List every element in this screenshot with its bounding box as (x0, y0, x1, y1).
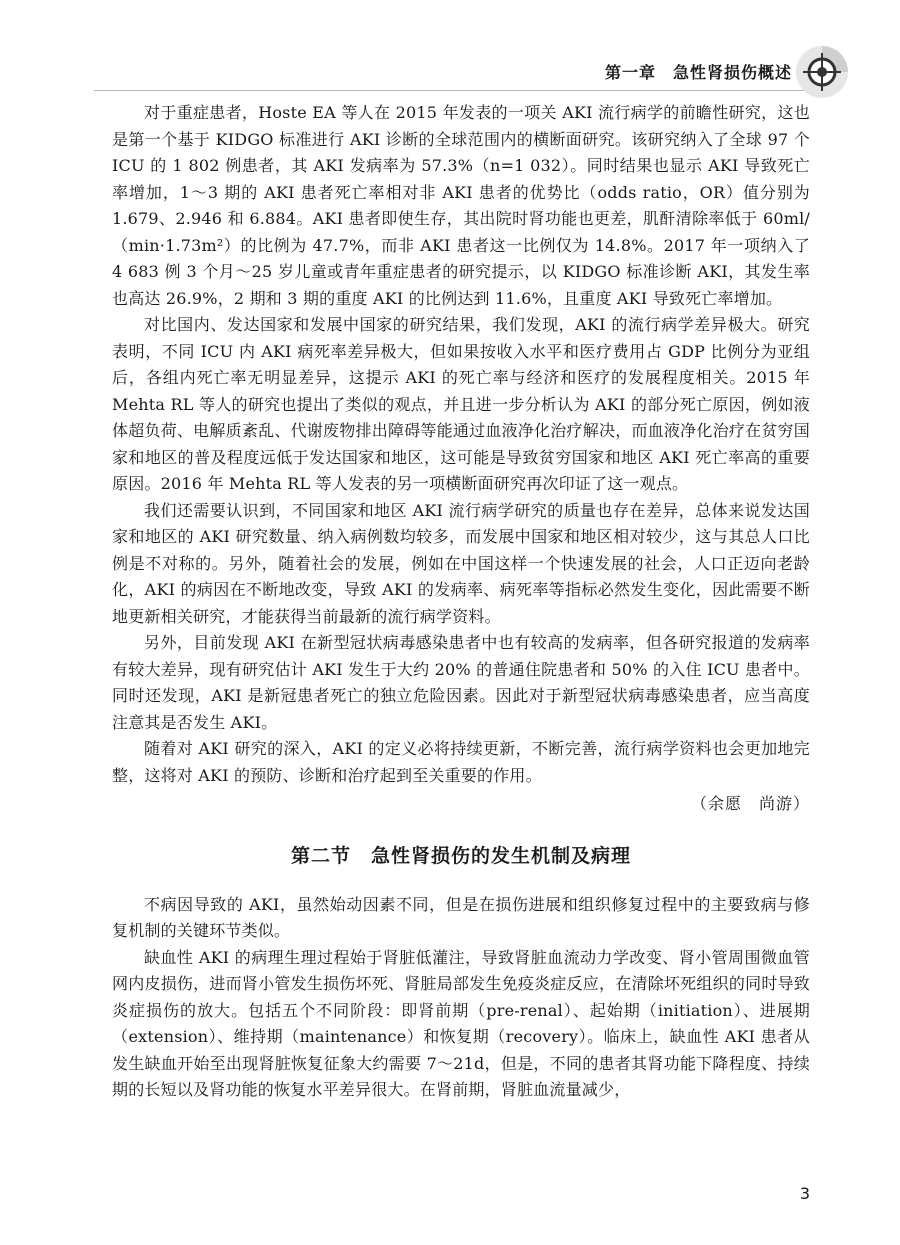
author-credit: （余愿 尚游） (690, 794, 810, 813)
main-text (112, 100, 810, 1104)
paragraph-outlook: 随着对 AKI 研究的深入，AKI 的定义必将持续更新，不断完善，流行病学资料也会更加地完整，这将对 AKI 的预防、诊断和治疗起到至关重要的作用。 (112, 739, 810, 785)
paragraph-covid: 另外，目前发现 AKI 在新型冠状病毒感染患者中也有较高的发病率，但各研究报道的发病率有较大差异，现有研究估计 AKI 发生于大约 20% 的普通住院患者和 50% 的入住 ICU 患者中。同时还发现，AKI 是新冠患者死亡的独立危险因素。因此对于新型冠状病毒感染患者，应当高度注意其是否发生 AKI。 (112, 633, 810, 732)
paragraph-mechanism-intro: 不病因导致的 AKI，虽然始动因素不同，但是在损伤进展和组织修复过程中的主要致病与修复机制的关键环节类似。 (112, 894, 810, 940)
header-divider (94, 90, 810, 91)
paragraph-ischemic-aki: 缺血性 AKI 的病理生理过程始于肾脏低灌注，导致肾脏血流动力学改变、肾小管周围微血管网内皮损伤，进而肾小管发生损伤坏死、肾脏局部发生免疫炎症反应，在清除坏死组织的同时导致炎症损伤的放大。包括五个不同阶段：即肾前期（pre-renal）、起始期（initiation）、进展期（extension）、维持期（maintenance）和恢复期（recovery）。临床上，缺血性 AKI 患者从发生缺血开始至出现肾脏恢复征象大约需要 7～21d，但是，不同的患者其肾功能下降程度、持续期的长短以及肾功能的恢复水平差异很大。在肾前期，肾脏血流量减少， (112, 947, 810, 1099)
paragraph-research-quality: 我们还需要认识到，不同国家和地区 AKI 流行病学研究的质量也存在差异，总体来说发达国家和地区的 AKI 研究数量、纳入病例数均较多，而发展中国家和地区相对较少，这与其总人口比例是不对称的。另外，随着社会的发展，例如在中国这样一个快速发展的社会，人口正迈向老龄化，AKI 的病因在不断地改变，导致 AKI 的发病率、病死率等指标必然发生变化，因此需要不断地更新相关研究，才能获得当前最新的流行病学资料。 (112, 500, 810, 626)
paragraph-icu-study: 对于重症患者，Hoste EA 等人在 2015 年发表的一项关 AKI 流行病学的前瞻性研究，这也是第一个基于 KIDGO 标准进行 AKI 诊断的全球范围内的横断面研究。该研究纳入了全球 97 个 ICU 的 1 802 例患者，其 AKI 发病率为 57.3%（n=1 032）。同时结果也显示 AKI 导致死亡率增加，1～3 期的 AKI 患者死亡率相对非 AKI 患者的优势比（odds ratio，OR）值分别为 1.679、2.946 和 6.884。AKI 患者即使生存，其出院时肾功能也更差，肌酐清除率低于 60ml/（min·1.73m²）的比例为 47.7%，而非 AKI 患者这一比例仅为 14.8%。2017 年一项纳入了 4 683 例 3 个月～25 岁儿童或青年重症患者的研究提示，以 KIDGO 标准诊断 AKI，其发生率也高达 26.9%，2 期和 3 期的重度 AKI 的比例达到 11.6%，且重度 AKI 导致死亡率增加。 (112, 103, 810, 308)
section-heading: 第二节 急性肾损伤的发生机制及病理 (290, 844, 631, 867)
chapter-target-icon (794, 44, 850, 100)
chapter-header-title: 第一章 急性肾损伤概述 (604, 63, 792, 82)
paragraph-country-comparison: 对比国内、发达国家和发展中国家的研究结果，我们发现，AKI 的流行病学差异极大。研究表明，不同 ICU 内 AKI 病死率差异极大，但如果按收入水平和医疗费用占 GDP 比例分为亚组后，各组内死亡率无明显差异，这提示 AKI 的死亡率与经济和医疗的发展程度相关。2015 年 Mehta RL 等人的研究也提出了类似的观点，并且进一步分析认为 AKI 的部分死亡原因，例如液体超负荷、电解质紊乱、代谢废物排出障碍等能通过血液净化治疗解决，而血液净化治疗在贫穷国家和地区的普及程度远低于发达国家和地区，这可能是导致贫穷国家和地区 AKI 死亡率高的重要原因。2016 年 Mehta RL 等人发表的另一项横断面研究再次印证了这一观点。 (112, 315, 810, 493)
page-number: 3 (799, 1184, 810, 1203)
